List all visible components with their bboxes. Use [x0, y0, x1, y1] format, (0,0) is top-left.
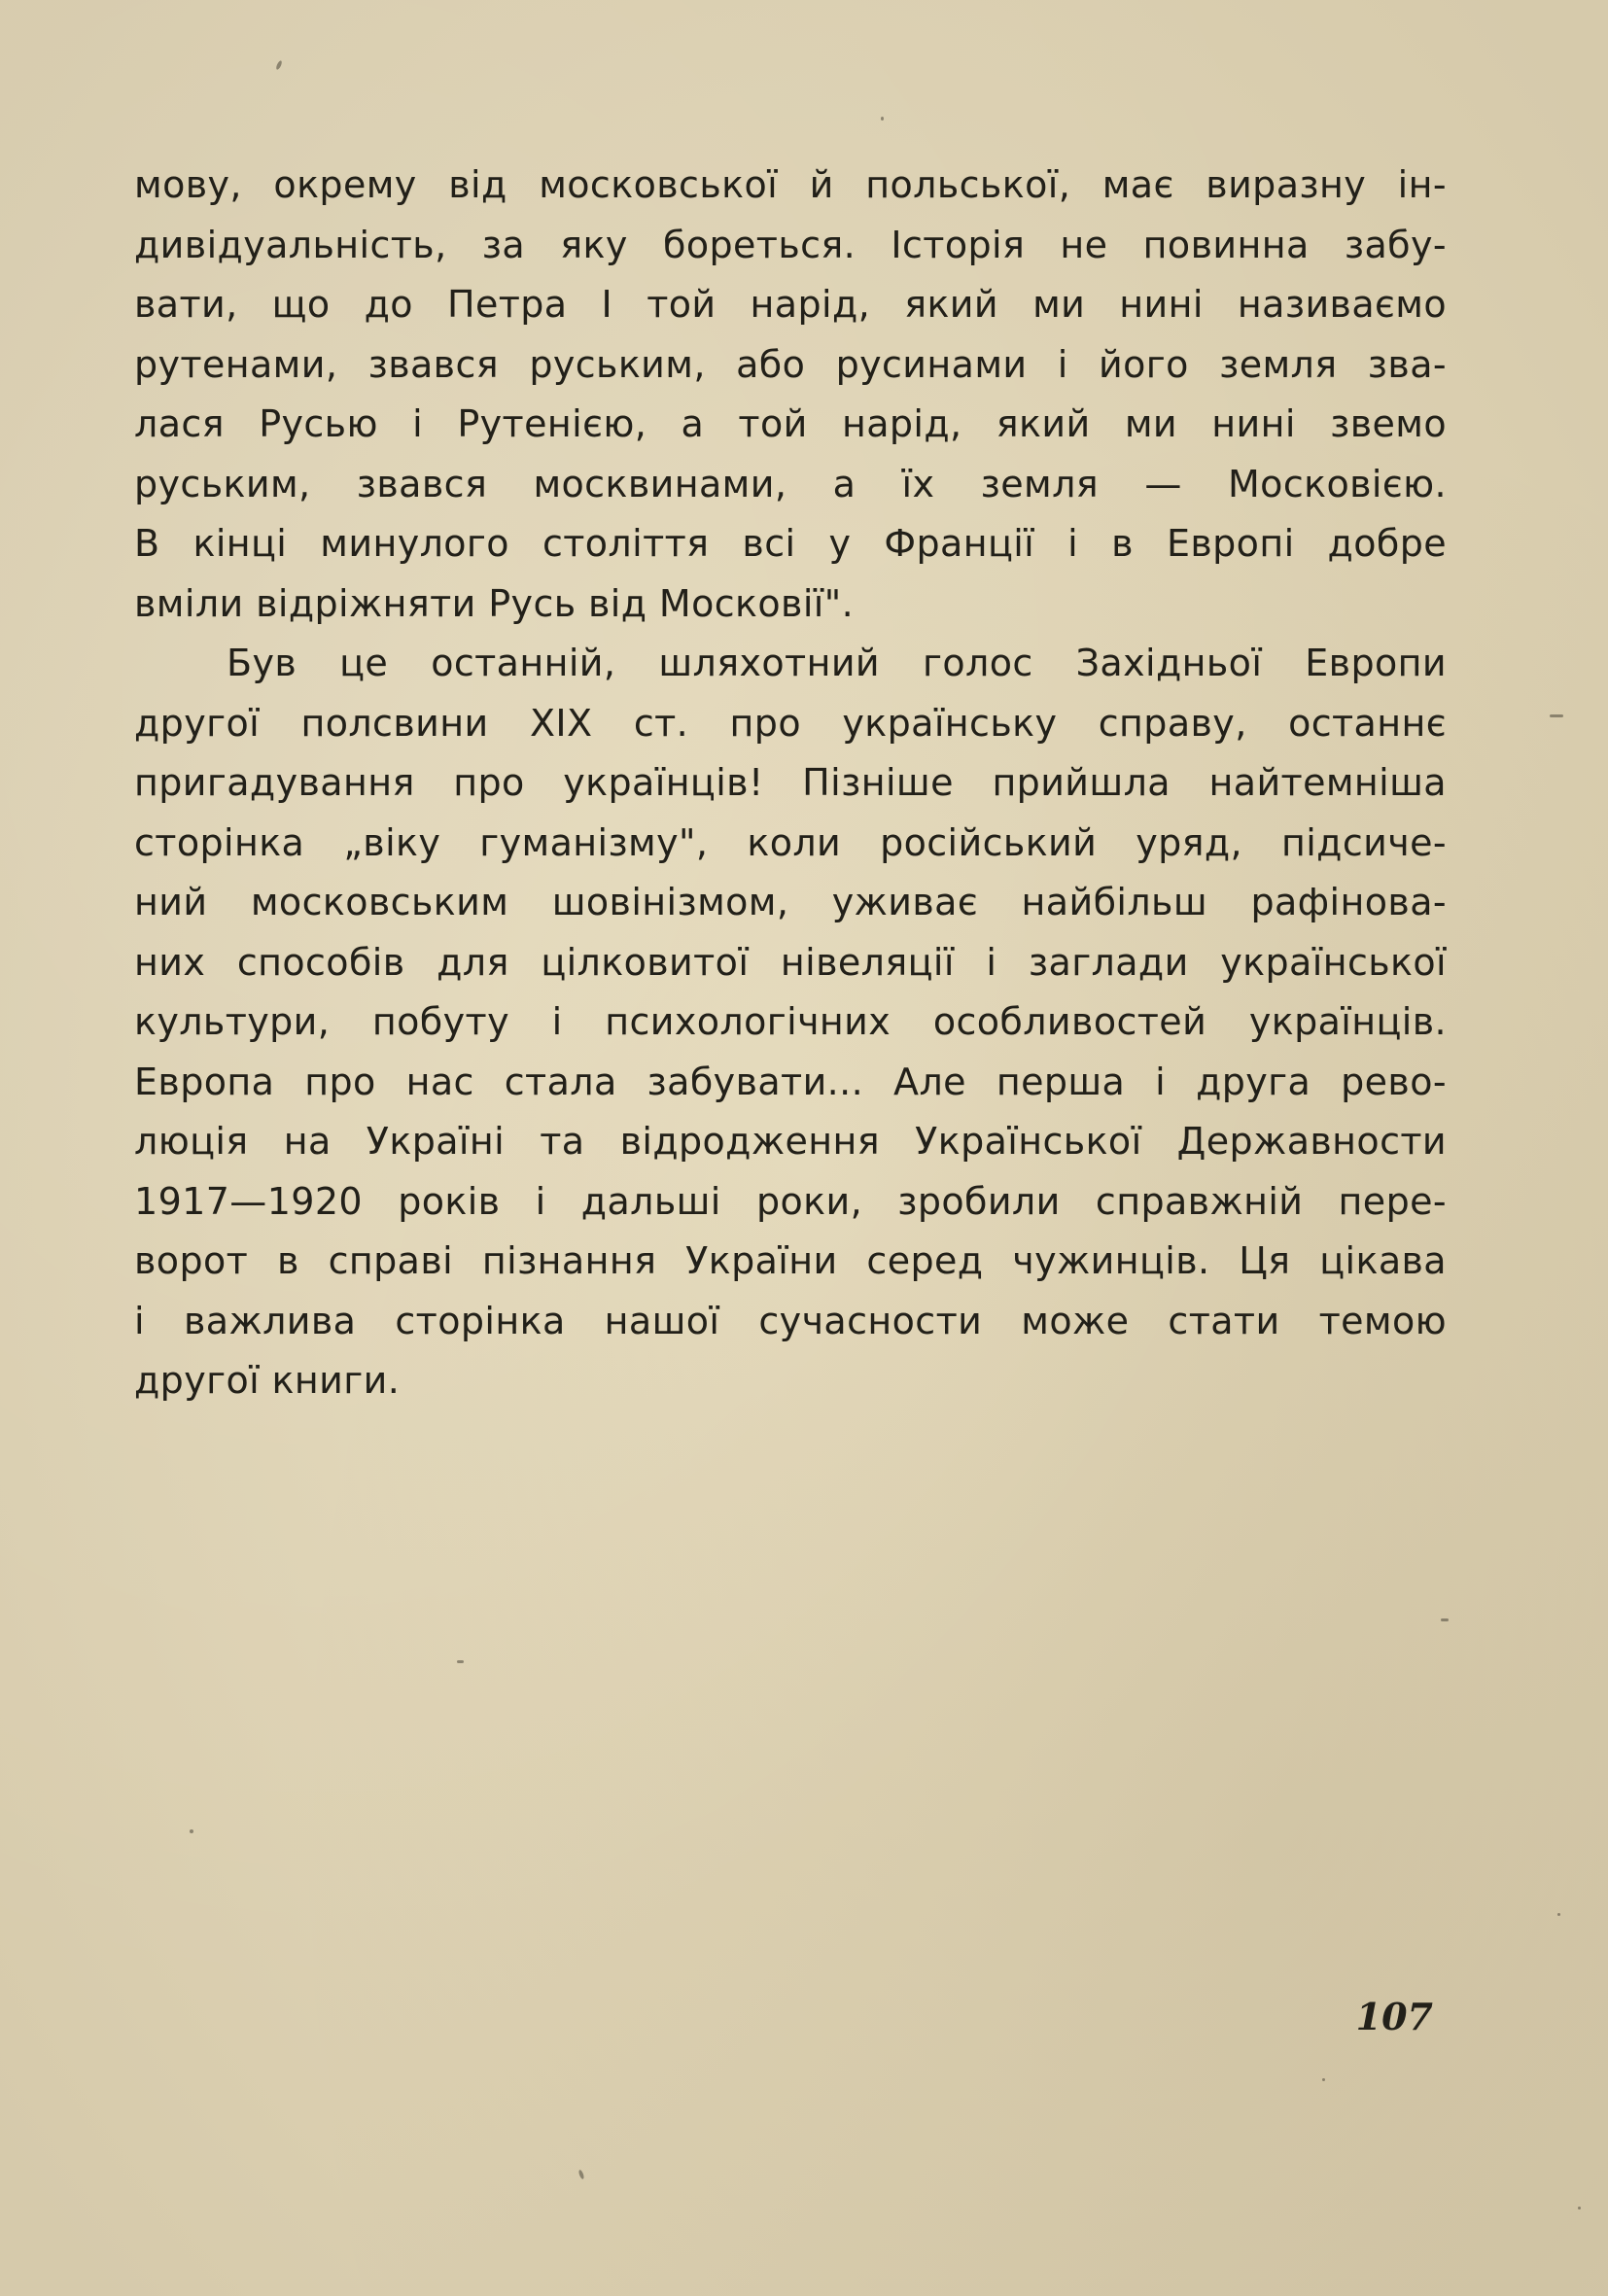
paper-speck [881, 117, 884, 121]
text-line: культури, побуту і психологічних особливостей українців. [134, 1000, 1447, 1043]
paragraph-2 [134, 634, 1447, 1411]
text-line: них способів для цілковитої нівеляції і заглади української [134, 940, 1447, 984]
text-line: сторінка „віку гуманізму", коли російський уряд, підсиче- [134, 820, 1447, 864]
text-line: дивідуальність, за яку бореться. Історія не повинна забу- [134, 223, 1447, 266]
text-line: вміли відріжняти Русь від Московії". [134, 581, 855, 625]
text-line: другої книги. [134, 1359, 401, 1402]
paper-speck [275, 60, 283, 71]
text-line: В кінці минулого століття всі у Франції і в Европі добре [134, 522, 1447, 565]
text-line: другої полсвини XIX ст. про українську справу, останнє [134, 701, 1447, 745]
text-line: руським, звався москвинами, а їх земля — Московією. [134, 462, 1447, 505]
text-line: лася Русью і Рутенією, а той нарід, який ми нині звемо [134, 402, 1447, 445]
text-line: пригадування про українців! Пізніше прийшла найтемніша [134, 761, 1447, 804]
text-line: Европа про нас стала забувати... Але перша і друга рево- [134, 1060, 1447, 1103]
paper-speck [1441, 1618, 1449, 1621]
paper-speck [1322, 2078, 1325, 2081]
paper-speck [577, 2170, 584, 2180]
text-line: люція на Україні та відродження Української Державности [134, 1120, 1447, 1163]
text-line: Був це останній, шляхотний голос Західньої Европи [227, 642, 1447, 684]
text-line: 1917—1920 років і дальші роки, зробили справжній пере- [134, 1179, 1447, 1223]
text-line: ний московським шовінізмом, уживає найбільш рафінова- [134, 881, 1447, 923]
body-text [134, 156, 1447, 1411]
paper-speck [457, 1660, 464, 1663]
text-line: рутенами, звався руським, або русинами і його земля зва- [134, 342, 1447, 386]
paragraph-1 [134, 156, 1447, 634]
paper-speck [1578, 2207, 1581, 2209]
page-number: 107 [1355, 1995, 1433, 2038]
paper-speck [1557, 1913, 1560, 1916]
text-line: вати, що до Петра I той нарід, який ми нині називаємо [134, 283, 1447, 326]
text-line: ворот в справі пізнання України серед чужинців. Ця цікава [134, 1239, 1447, 1282]
paper-speck [190, 1829, 193, 1833]
text-line: мову, окрему від московської й польської, має виразну ін- [134, 163, 1447, 206]
text-line: і важлива сторінка нашої сучасности може стати темою [134, 1299, 1447, 1342]
paper-speck [1550, 714, 1563, 717]
